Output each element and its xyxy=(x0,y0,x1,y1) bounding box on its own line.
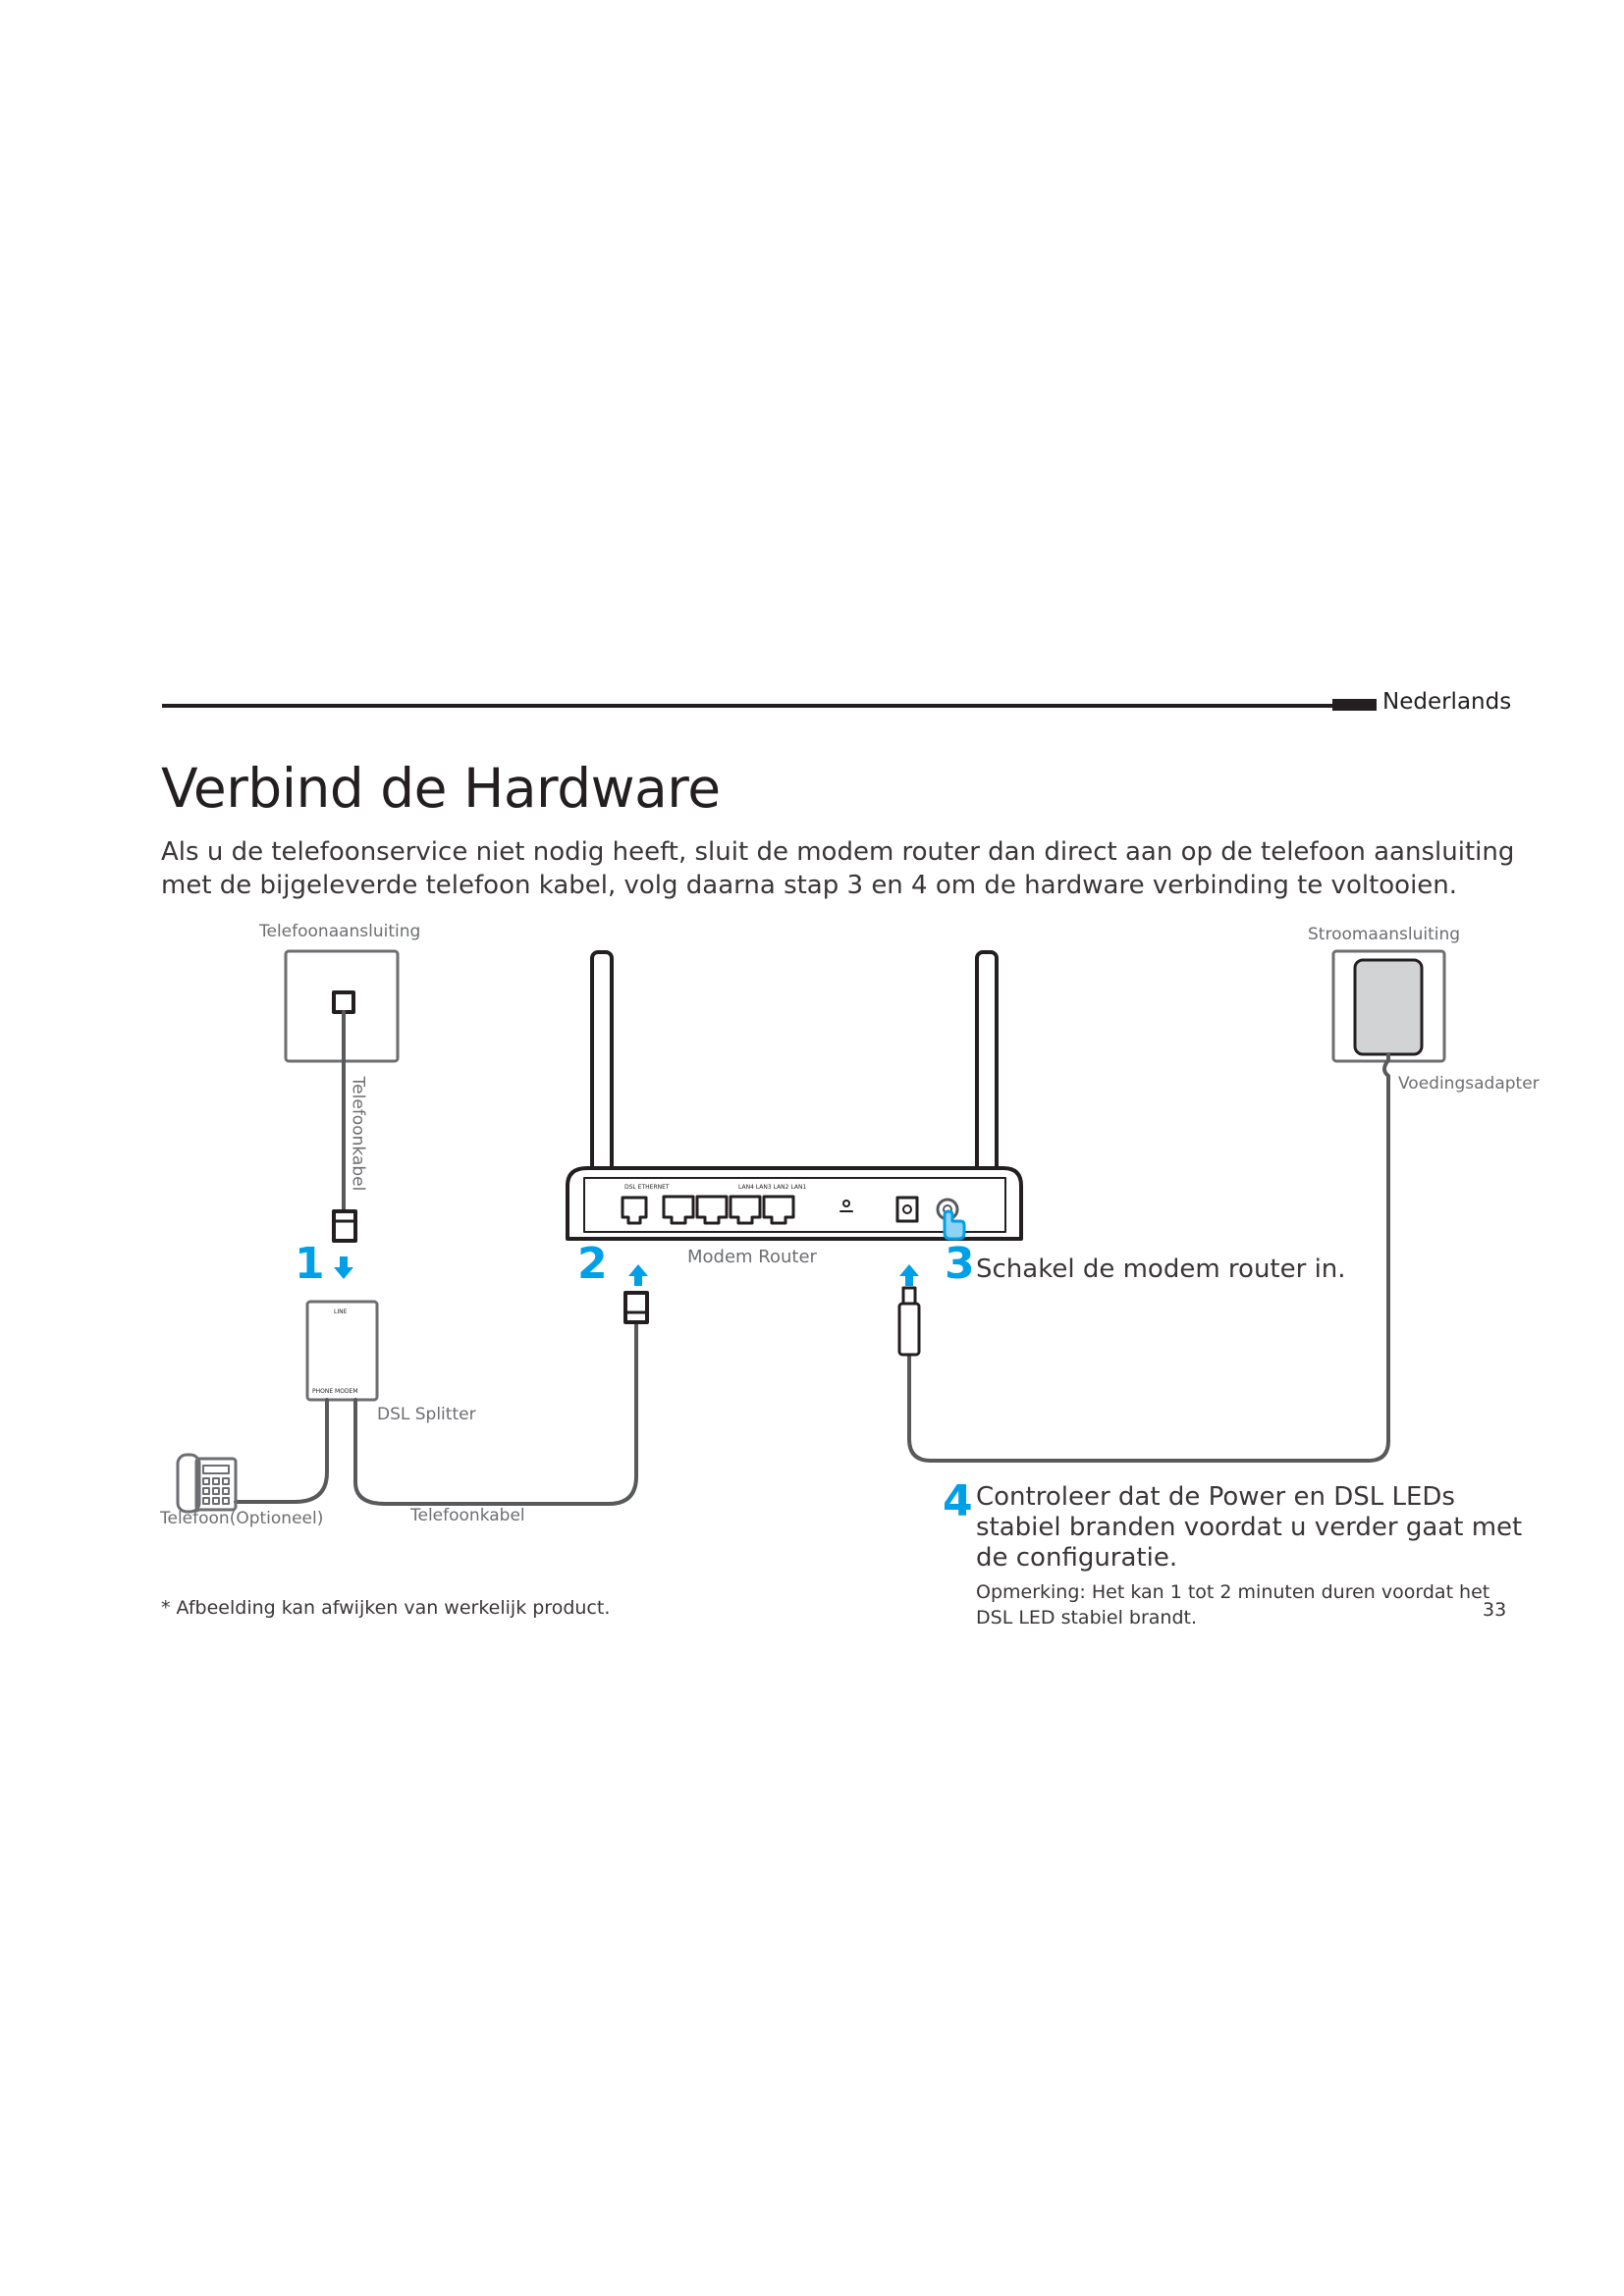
arrow-up-step2 xyxy=(628,1264,648,1286)
phone-cable-vertical-label: Telefoonkabel xyxy=(348,1076,368,1192)
phone-cable-plug-top xyxy=(334,1211,355,1241)
step-3-number: 3 xyxy=(945,1239,975,1289)
power-adapter-label: Voedingsadapter xyxy=(1398,1074,1540,1094)
step-4-number: 4 xyxy=(943,1476,973,1526)
phone-jack-socket xyxy=(334,992,353,1012)
step-3-text: Schakel de modem router in. xyxy=(976,1255,1346,1284)
router-port-label-left: DSL ETHERNET xyxy=(624,1184,670,1191)
dsl-splitter xyxy=(307,1302,377,1400)
power-outlet-label: Stroomaansluiting xyxy=(1308,925,1461,944)
dc-plug xyxy=(899,1304,919,1355)
telephone-icon xyxy=(178,1455,236,1512)
step-2-number: 2 xyxy=(577,1239,608,1289)
splitter-bottom-ports-label: PHONE MODEM xyxy=(312,1388,358,1395)
router-antenna-right xyxy=(977,952,997,1198)
intro-paragraph: Als u de telefoonservice niet nodig heeft, sluit de modem router dan direct aan op de telefoon aansluiting met de bijgeleverde telefoon kabel, volg daarna stap 3 en 4 om de hardware verbinding te voltooien. xyxy=(161,837,1515,900)
splitter-top-port-label: LINE xyxy=(334,1308,348,1315)
step-1-number: 1 xyxy=(295,1239,325,1289)
step-arrows xyxy=(334,1256,919,1286)
language-label: Nederlands xyxy=(1382,689,1512,715)
modem-router-label: Modem Router xyxy=(687,1247,817,1267)
phone-cable-plug-step2 xyxy=(625,1293,647,1322)
router-port-label-right: LAN4 LAN3 LAN2 LAN1 xyxy=(738,1184,807,1191)
page-title: Verbind de Hardware xyxy=(161,757,721,820)
router-antenna-left xyxy=(592,952,612,1198)
arrow-up-step3 xyxy=(899,1264,919,1286)
power-adapter xyxy=(1355,960,1422,1054)
note-text: Opmerking: Het kan 1 tot 2 minuten duren voordat het DSL LED stabiel brandt. xyxy=(976,1581,1490,1629)
page-number: 33 xyxy=(1483,1599,1507,1621)
dsl-splitter-label: DSL Splitter xyxy=(377,1405,476,1424)
phone-label: Telefoon(Optioneel) xyxy=(160,1509,324,1528)
phone-cable-bottom-label: Telefoonkabel xyxy=(410,1506,525,1525)
disclaimer: * Afbeelding kan afwijken van werkelijk product. xyxy=(161,1597,611,1619)
arrow-down-step1 xyxy=(334,1256,353,1279)
phone-jack-label: Telefoonaansluiting xyxy=(259,922,421,941)
splitter-phone-cable xyxy=(236,1400,327,1502)
step-4-text: Controleer dat de Power en DSL LEDs stabiel branden voordat u verder gaat met de configuratie. xyxy=(976,1482,1523,1573)
